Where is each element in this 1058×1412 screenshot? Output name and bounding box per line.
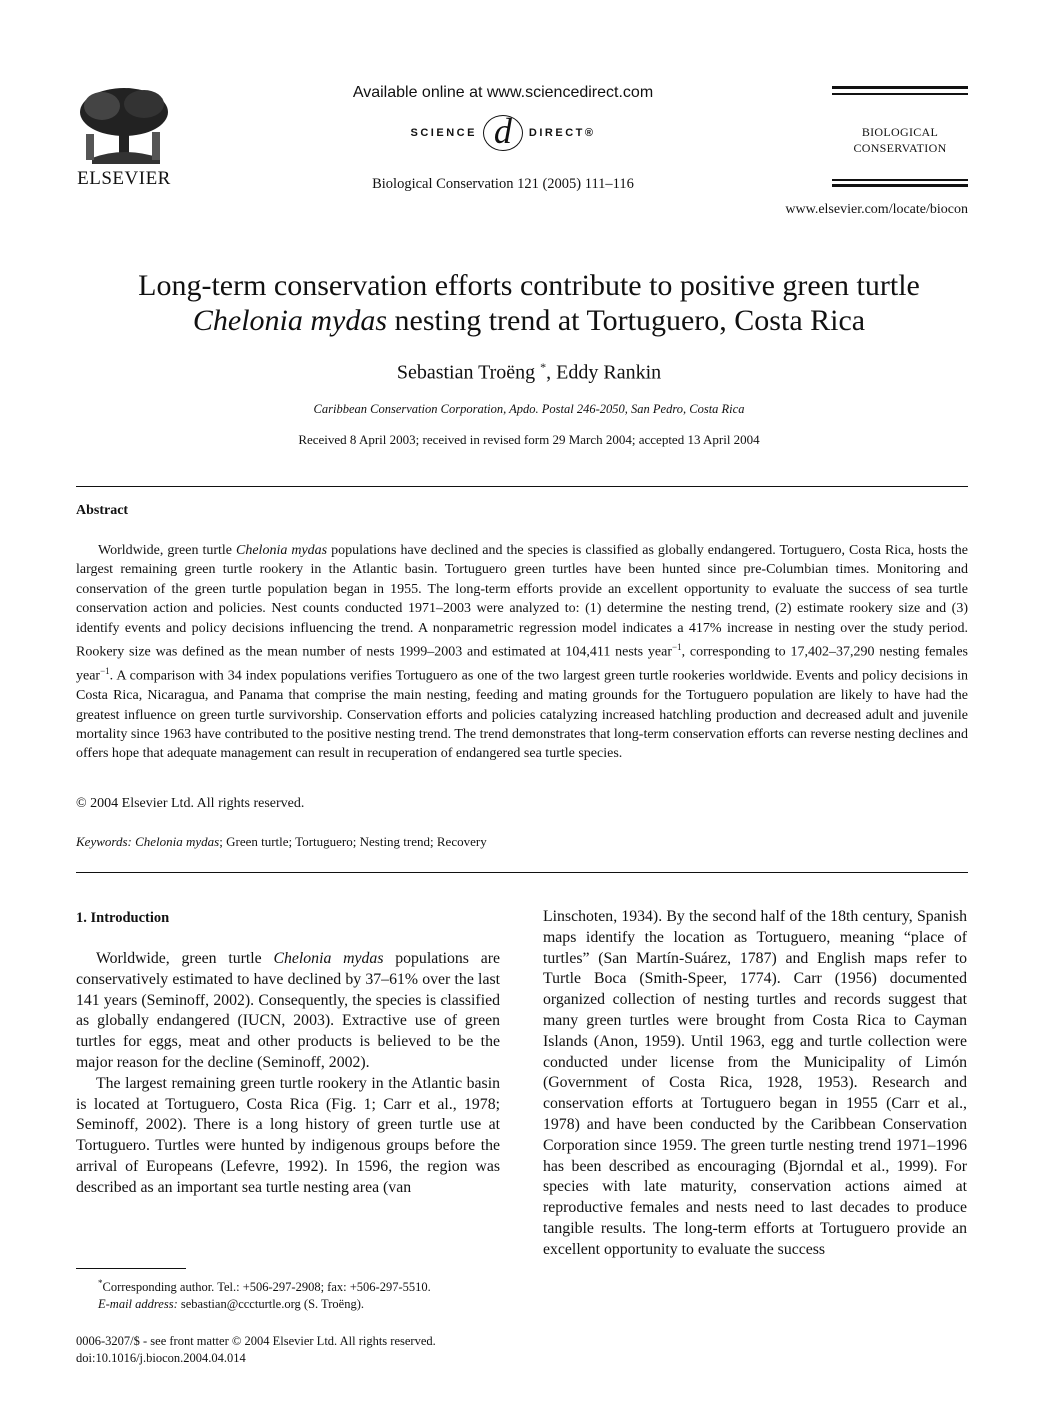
footnote-rule — [76, 1268, 186, 1269]
corresponding-author-note: Corresponding author. Tel.: +506-297-2908; fax: +506-297-5510. — [102, 1280, 431, 1295]
keywords-rest: ; Green turtle; Tortuguero; Nesting trend; Recovery — [219, 834, 487, 849]
keywords-species: Chelonia mydas — [135, 834, 220, 849]
journal-url-link[interactable]: www.elsevier.com/locate/biocon — [785, 202, 968, 217]
footnote — [76, 1275, 431, 1313]
abstract-part1: Worldwide, green turtle — [98, 543, 236, 558]
journal-rule-top-thin — [832, 93, 968, 95]
right-paragraph-1: Linschoten, 1934). By the second half of the 18th century, Spanish maps identify the location as Tortuguero, meaning “place of turtles” (San Martín-Suárez, 1787) and English maps refer to Turtle Boca (Smith-Speer, 1774). Carr (1956) documented organized collection of nesting turtles and records suggest that many green turtles were brought from Costa Rica to Cayman Islands (Anon, 1959). Until 1963, egg and turtle collection were conducted under license from the Municipality of Limón (Government of Costa Rica, 1928, 1953). Research and conservation efforts at Tortuguero began in 1955 (Carr et al., 1978) and have been conducted by the Caribbean Conservation Corporation since 1959. The green turtle nesting trend 1971–1996 has been described as encouraging (Bjorndal et al., 1999). For species with late maturity, conservation actions aimed at reproductive females and nests need to last decades to produce tangible results. The long-term efforts at Tortuguero provide an excellent opportunity to evaluate the success — [543, 908, 967, 1258]
sd-left-word: SCIENCE — [410, 127, 477, 139]
journal-reference: Biological Conservation 121 (2005) 111–116 — [372, 176, 634, 192]
abstract-text — [76, 541, 968, 764]
title-line1: Long-term conservation efforts contribute to positive green turtle — [138, 269, 920, 302]
footnote-mark: * — [98, 1278, 103, 1288]
left-column — [76, 949, 500, 1199]
article-title — [60, 268, 998, 338]
left-p1-a: Worldwide, green turtle — [96, 950, 274, 967]
rule-below-abstract — [76, 872, 968, 873]
rule-above-abstract — [76, 486, 968, 487]
elsevier-logo — [72, 84, 176, 192]
journal-name-box — [832, 124, 968, 156]
affiliation: Caribbean Conservation Corporation, Apdo. Postal 246-2050, San Pedro, Costa Rica — [313, 402, 745, 416]
available-online-text: Available online at www.sciencedirect.com — [352, 84, 654, 101]
abstract-sup1: −1 — [672, 642, 682, 653]
abstract-species: Chelonia mydas — [236, 543, 328, 558]
sd-right-word: DIRECT® — [528, 127, 596, 139]
email-label: E-mail address: — [98, 1297, 178, 1312]
left-paragraph-2: The largest remaining green turtle rookery in the Atlantic basin is located at Tortuguero, Costa Rica (Fig. 1; Carr et al., 1978; Seminoff, 2002). There is a long history of green turtle use at Tortuguero. Turtles were hunted by indigenous groups before the arrival of Europeans (Lefevre, 1992). In 1596, the region was described as an important sea turtle nesting area (van — [76, 1074, 500, 1196]
right-column — [543, 907, 967, 1261]
journal-name-line2: CONSERVATION — [853, 141, 947, 155]
section-heading-introduction: 1. Introduction — [76, 910, 170, 926]
email-owner: (S. Troëng). — [300, 1297, 365, 1312]
abstract-part2: populations have declined and the species is classified as globally endangered. Tortuguero, Costa Rica, hosts the largest remaining green turtle rookery in the Atlantic basin. Tortuguero green turtles have been hunted since pre-Columbian times. Monitoring and conservation of the green turtle population began in 1955. The long-term efforts provide an excellent opportunity to evaluate the success of sea turtle conservation action and policies. Nest counts conducted 1971–2003 were analyzed to: (1) determine the nesting trend, (2) estimate rookery size and (3) identify events and policy decisions influencing the trend. A nonparametric regression model indicates a 417% increase in nesting over the study period. Rookery size was defined as the mean number of nests 1999–2003 and estimated at 104,411 nests year — [76, 543, 968, 660]
abstract-part4: . A comparison with 34 index populations verifies Tortuguero as one of the two largest green turtle rookeries worldwide. Events and policy decisions in Costa Rica, Nicaragua, and Panama that comprise the main nesting, feeding and mating grounds for the Tortuguero population are likely to have had the greatest influence on green turtle survivorship. Conservation efforts and policies catalyzing increased hatchling production and decreased adult and juvenile mortality since 1963 have contributed to the positive nesting trend. The trend demonstrates that long-term conservation efforts can reverse nesting declines and offers hope that adequate management can result in recuperation of endangered sea turtle species. — [76, 668, 968, 762]
corresponding-mark[interactable]: * — [540, 360, 547, 374]
elsevier-tree-icon — [72, 84, 176, 166]
abstract-heading: Abstract — [76, 503, 129, 518]
received-dates: Received 8 April 2003; received in revised form 29 March 2004; accepted 13 April 2004 — [298, 432, 760, 447]
left-p1-b: populations are conservatively estimated to have declined by 37–61% over the last 141 years (Seminoff, 2002). Consequently, the species is classified as globally endangered (IUCN, 2003). Extractive use of green turtles for eggs, meat and other products is believed to be the major reason for the decline (Seminoff, 2002). — [76, 950, 500, 1071]
journal-rule-top-thick — [832, 86, 968, 89]
left-paragraph-1 — [76, 949, 500, 1074]
title-species: Chelonia mydas — [192, 304, 388, 337]
left-p1-species: Chelonia mydas — [273, 950, 384, 967]
abstract-copyright: © 2004 Elsevier Ltd. All rights reserved. — [76, 796, 305, 811]
sciencedirect-logo — [300, 113, 706, 153]
keywords-label: Keywords: — [76, 834, 132, 849]
sd-mark-icon: d — [483, 115, 523, 151]
front-matter-line: 0006-3207/$ - see front matter © 2004 Elsevier Ltd. All rights reserved. — [76, 1334, 436, 1348]
journal-rule-bottom-thin — [832, 179, 968, 181]
authors — [60, 360, 998, 385]
publisher-name: ELSEVIER — [77, 168, 171, 189]
journal-rule-bottom-thick — [832, 184, 968, 187]
email-link[interactable]: sebastian@cccturtle.org — [180, 1297, 301, 1312]
doi-link[interactable]: doi:10.1016/j.biocon.2004.04.014 — [76, 1351, 246, 1365]
abstract-sup2: −1 — [100, 666, 110, 677]
journal-name-line1: BIOLOGICAL — [861, 125, 939, 139]
keywords — [76, 834, 487, 850]
author-1: Sebastian Troëng — [396, 361, 536, 384]
abstract-part3: , corresponding to 17,402–37,290 nesting females year — [76, 644, 969, 684]
title-line2: nesting trend at Tortuguero, Costa Rica — [387, 304, 866, 337]
author-2: , Eddy Rankin — [546, 361, 662, 384]
front-matter — [76, 1333, 436, 1367]
